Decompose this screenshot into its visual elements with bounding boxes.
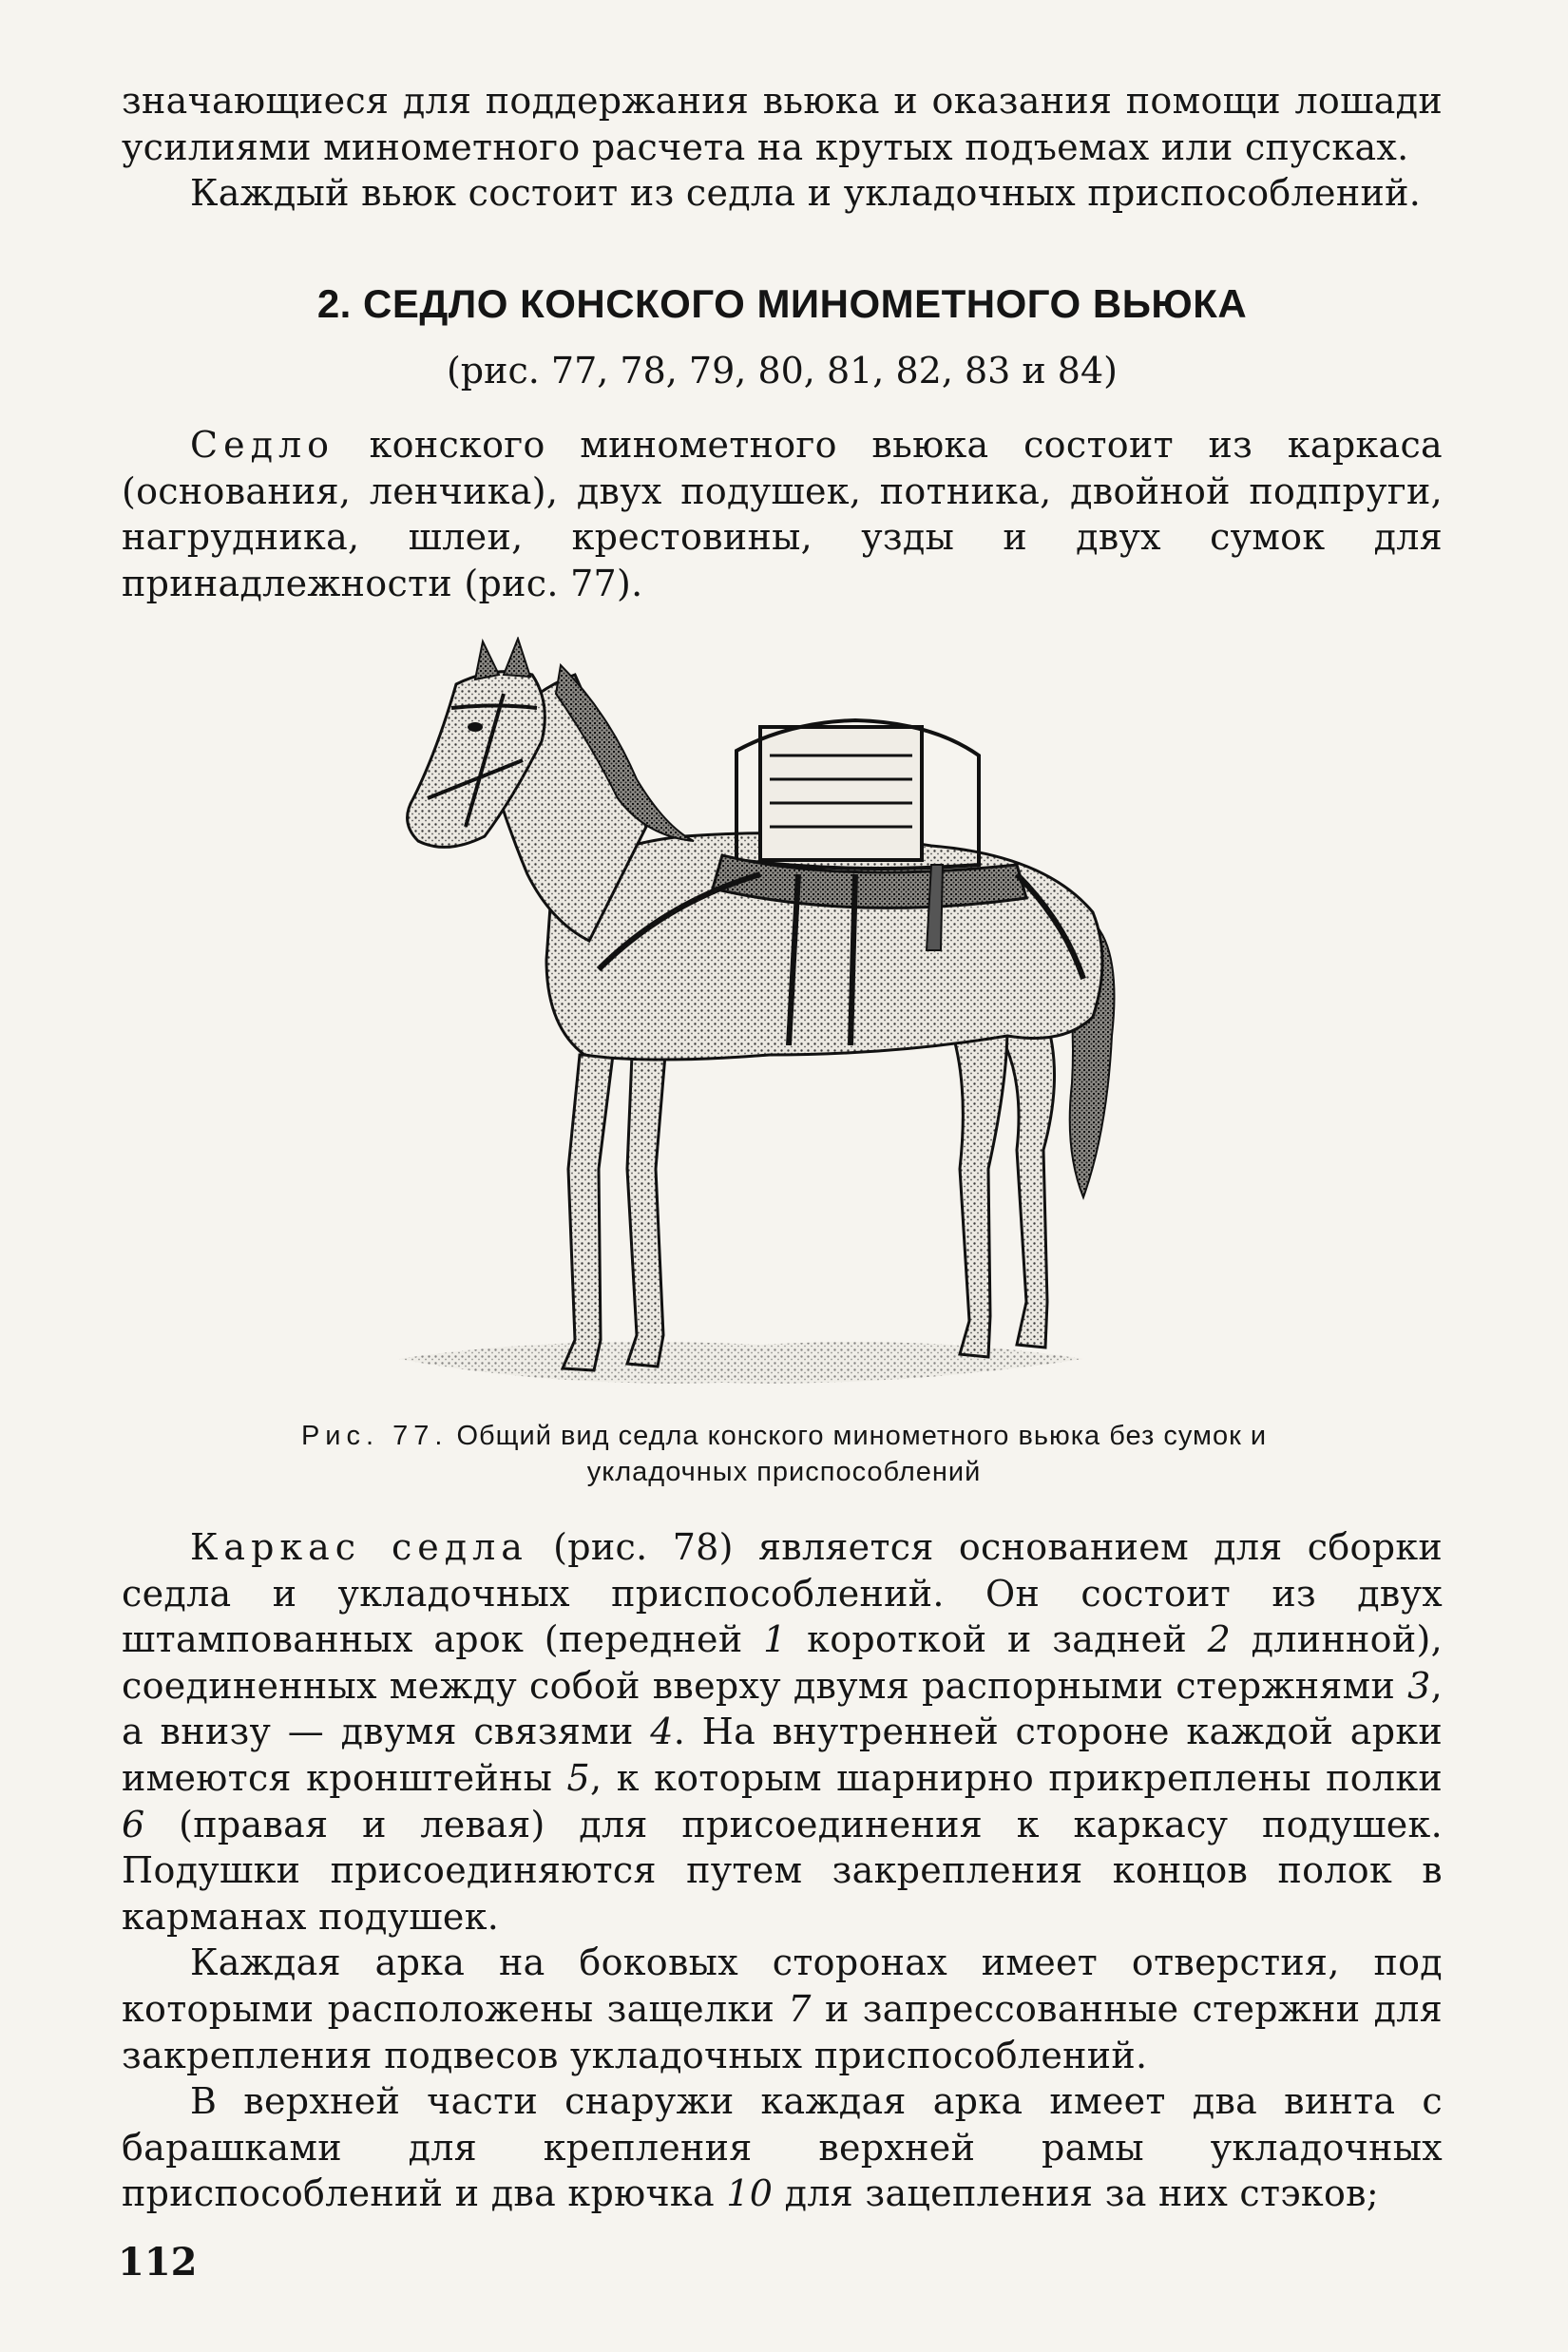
figure-caption	[285, 1418, 1283, 1490]
ref-3: 3	[1407, 1664, 1431, 1707]
section-heading: 2. СЕДЛО КОНСКОГО МИНОМЕТНОГО ВЬЮКА	[316, 281, 1248, 326]
paragraph-saddle-text: конского минометного вьюка состоит из каркаса (основания, ленчика), двух подушек, потника, двойной подпруги, нагрудника, шлеи, крестовины, узды и двух сумок для принадлежности (рис. 77).	[122, 424, 1443, 604]
ref-10: 10	[726, 2172, 774, 2215]
intro-text	[122, 78, 1443, 217]
ref-7: 7	[788, 1987, 812, 2030]
figure-caption-label: Рис. 77.	[300, 1421, 449, 1451]
term-frame: Каркас седла	[190, 1526, 528, 1568]
horse-with-pack-saddle-illustration	[361, 637, 1216, 1416]
body-text	[122, 1524, 1443, 2217]
ref-2: 2	[1207, 1618, 1232, 1661]
paragraph-arch-top: В верхней части снаружи каждая арка имеет два винта с барашками для крепления верхней рамы укладочных приспособлений и два крючка 10 для зацепления за них стэков;	[122, 2080, 1443, 2215]
paragraph-arch-holes: Каждая арка на боковых сторонах имеет отверстия, под которыми расположены защелки 7 и запрессованные стержни для закрепления подвесов укладочных приспособлений.	[122, 1941, 1443, 2076]
ref-4: 4	[650, 1711, 674, 1753]
term-saddle: Седло	[190, 424, 335, 466]
ref-6: 6	[122, 1803, 145, 1845]
ref-1: 1	[763, 1618, 787, 1661]
intro-line-2: Каждый вьюк состоит из седла и укладочных приспособлений.	[190, 172, 1422, 215]
paragraph-frame: Каркас седла (рис. 78) является основанием для сборки седла и укладочных приспособлений. Он состоит из двух штампованных арок (передней 1 короткой и задней 2 длинной), соединенных между собой вверху двумя распорными стержнями 3, а внизу — двумя связями 4. На внутренней стороне каждой арки имеются кронштейны 5, к которым шарнирно прикреплены полки 6 (правая и левая) для присоединения к каркасу подушек. Подушки присоединяются путем закрепления концов полок в карманах подушек.	[122, 1526, 1444, 1938]
ref-5: 5	[566, 1756, 590, 1799]
figure-caption-text: Общий вид седла конского минометного вьюка без сумок и укладочных приспособлений	[456, 1421, 1268, 1487]
page-number: 112	[118, 2240, 198, 2285]
paragraph-saddle	[122, 422, 1443, 606]
section-figure-references: (рис. 77, 78, 79, 80, 81, 82, 83 и 84)	[446, 350, 1118, 392]
intro-line-1: значающиеся для поддержания вьюка и оказания помощи лошади усилиями минометного расчета на крутых подъемах или спусках.	[122, 80, 1443, 168]
